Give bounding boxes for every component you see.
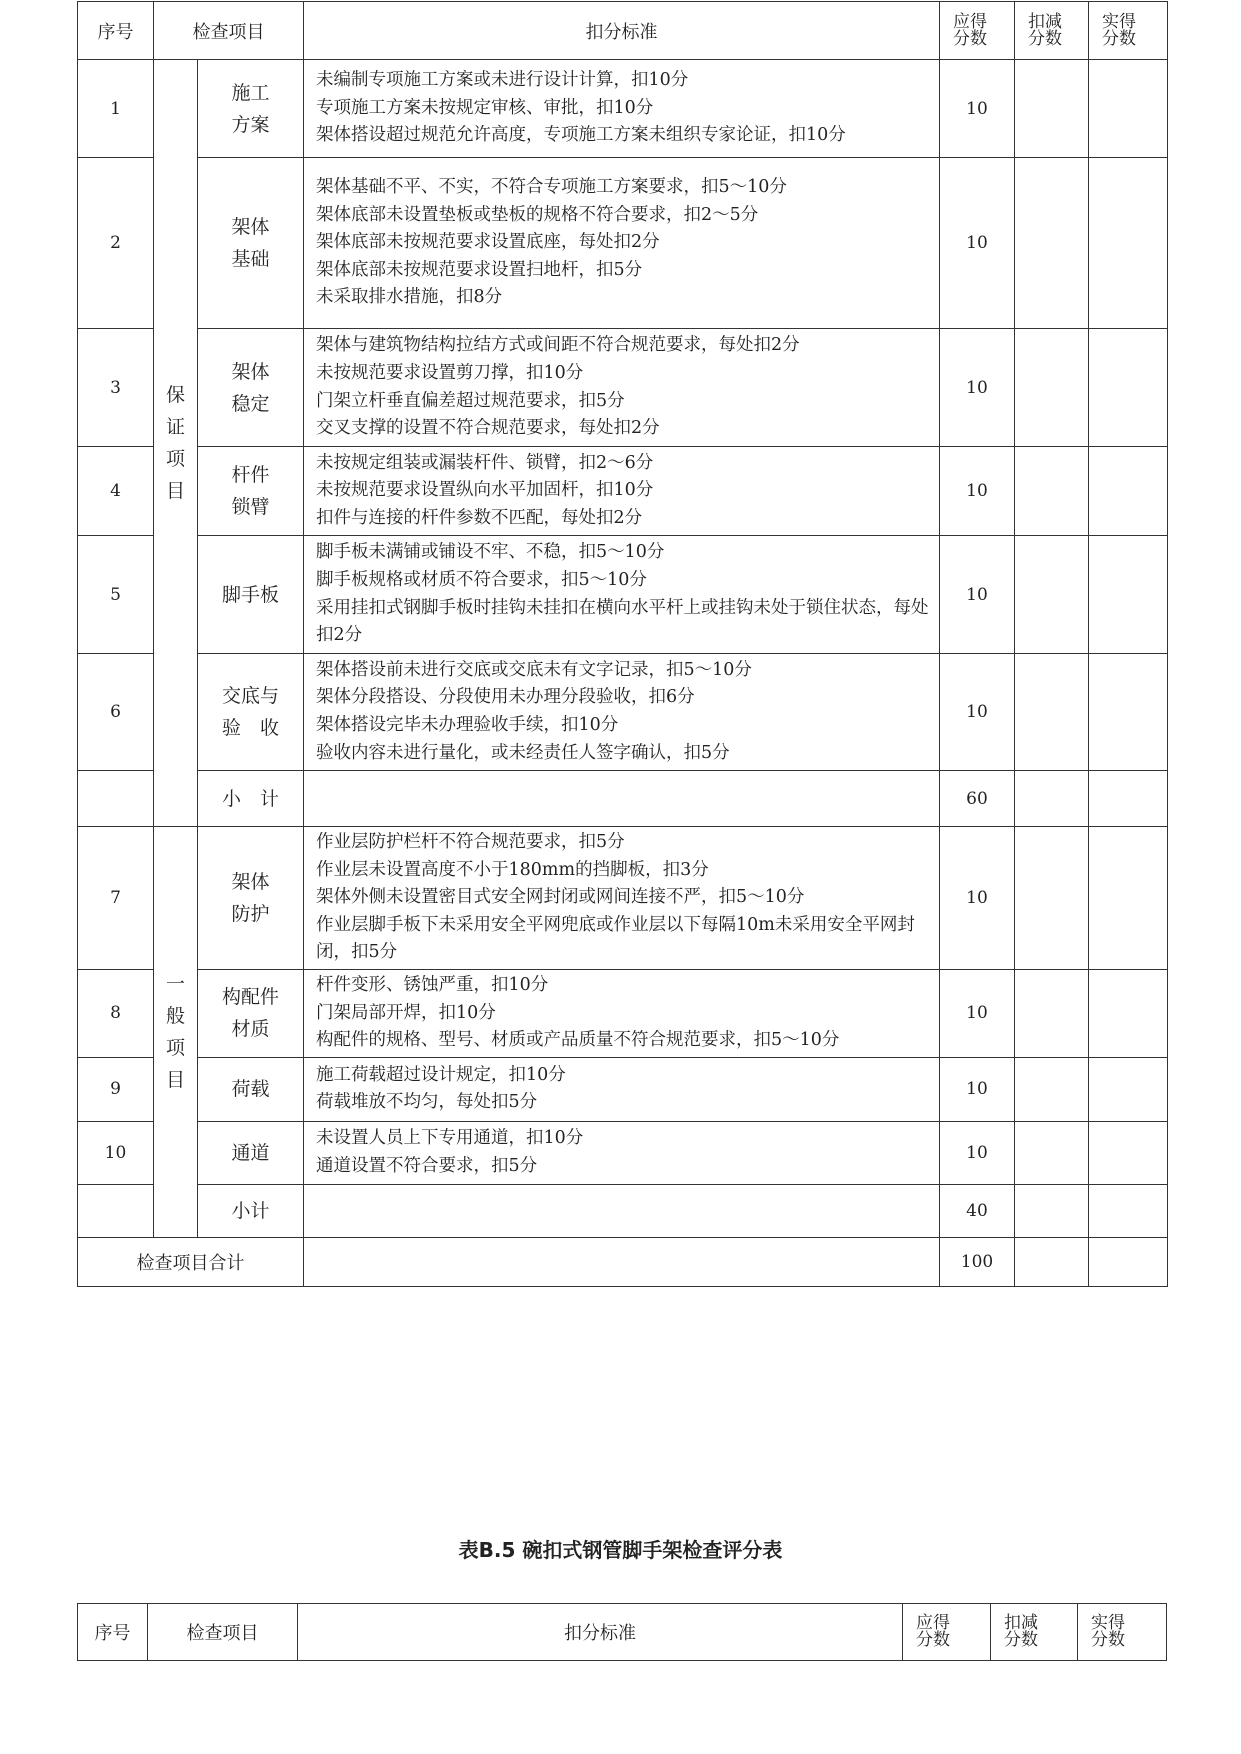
deduction-standard: 作业层防护栏杆不符合规范要求，扣5分 作业层未设置高度不小于180mm的挡脚板，扣3分 架体外侧未设置密目式安全网封闭或网间连接不严，扣5～10分 作业层脚手板下未采用安全平网兜底或作业层以下每隔10m未采用安全平网封闭，扣5分 (304, 827, 940, 970)
header-due-score: 应得 分数 (903, 1604, 991, 1661)
due-score: 10 (940, 1057, 1015, 1121)
item-name: 施工 方案 (198, 60, 304, 158)
deduction-standard: 未编制专项施工方案或未进行设计计算，扣10分 专项施工方案未按规定审核、审批，扣10分 架体搭设超过规范允许高度，专项施工方案未组织专家论证，扣10分 (304, 60, 940, 158)
category-guarantee: 保 证 项 目 (154, 60, 198, 827)
subtotal-row (78, 771, 1168, 827)
actual-score-cell[interactable] (1089, 1184, 1168, 1237)
header-deduct-score: 扣减 分数 (1015, 2, 1089, 60)
actual-score-cell[interactable] (1089, 60, 1168, 158)
total-row (78, 1237, 1168, 1286)
header-standard: 扣分标准 (304, 2, 940, 60)
actual-score-cell[interactable] (1089, 827, 1168, 970)
deduct-score-cell[interactable] (1015, 158, 1089, 329)
due-score: 10 (940, 447, 1015, 536)
actual-score-cell[interactable] (1089, 771, 1168, 827)
deduct-score-cell[interactable] (1015, 771, 1089, 827)
header-item: 检查项目 (154, 2, 304, 60)
deduction-standard: 施工荷载超过设计规定，扣10分 荷载堆放不均匀，每处扣5分 (304, 1057, 940, 1121)
due-score: 10 (940, 1121, 1015, 1184)
item-name: 通道 (198, 1121, 304, 1184)
header-due-score: 应得 分数 (940, 2, 1015, 60)
deduct-score-cell[interactable] (1015, 1057, 1089, 1121)
actual-score-cell[interactable] (1089, 1121, 1168, 1184)
deduction-standard: 架体搭设前未进行交底或交底未有文字记录，扣5～10分 架体分段搭设、分段使用未办理分段验收，扣6分 架体搭设完毕未办理验收手续，扣10分 验收内容未进行量化，或未经责任人签字确认，扣5分 (304, 654, 940, 771)
subtotal-label: 小计 (198, 1184, 304, 1237)
item-name: 架体 基础 (198, 158, 304, 329)
row-no: 9 (78, 1057, 154, 1121)
row-no: 3 (78, 329, 154, 447)
deduct-score-cell[interactable] (1015, 536, 1089, 654)
item-name: 脚手板 (198, 536, 304, 654)
subtotal-label: 小 计 (198, 771, 304, 827)
row-no (78, 1184, 154, 1237)
header-deduct-score: 扣减 分数 (991, 1604, 1078, 1661)
deduct-score-cell[interactable] (1015, 1237, 1089, 1286)
header-actual-score: 实得 分数 (1078, 1604, 1167, 1661)
deduct-score-cell[interactable] (1015, 1121, 1089, 1184)
item-name: 架体 防护 (198, 827, 304, 970)
item-name: 荷载 (198, 1057, 304, 1121)
table-row (78, 827, 1168, 970)
due-score: 10 (940, 969, 1015, 1057)
deduction-standard: 未设置人员上下专用通道，扣10分 通道设置不符合要求，扣5分 (304, 1121, 940, 1184)
header-no: 序号 (78, 1604, 148, 1661)
table-row (78, 654, 1168, 771)
scoring-table (77, 1, 1168, 1287)
table-row (78, 536, 1168, 654)
deduct-score-cell[interactable] (1015, 1184, 1089, 1237)
table-header-row (78, 1604, 1167, 1661)
deduction-standard: 架体与建筑物结构拉结方式或间距不符合规范要求，每处扣2分 未按规范要求设置剪刀撑，扣10分 门架立杆垂直偏差超过规范要求，扣5分 交叉支撑的设置不符合规范要求，每处扣2分 (304, 329, 940, 447)
table-row (78, 329, 1168, 447)
row-no: 8 (78, 969, 154, 1057)
actual-score-cell[interactable] (1089, 654, 1168, 771)
deduction-standard: 未按规定组装或漏装杆件、锁臂，扣2～6分 未按规范要求设置纵向水平加固杆，扣10分 扣件与连接的杆件参数不匹配，每处扣2分 (304, 447, 940, 536)
row-no: 7 (78, 827, 154, 970)
subtotal-score: 60 (940, 771, 1015, 827)
item-name: 构配件 材质 (198, 969, 304, 1057)
deduct-score-cell[interactable] (1015, 329, 1089, 447)
actual-score-cell[interactable] (1089, 158, 1168, 329)
due-score: 10 (940, 158, 1015, 329)
table-row (78, 158, 1168, 329)
table-row (78, 1121, 1168, 1184)
deduction-standard (304, 1184, 940, 1237)
actual-score-cell[interactable] (1089, 1057, 1168, 1121)
due-score: 10 (940, 329, 1015, 447)
header-item: 检查项目 (148, 1604, 298, 1661)
category-general: 一 般 项 目 (154, 827, 198, 1238)
row-no (78, 771, 154, 827)
actual-score-cell[interactable] (1089, 969, 1168, 1057)
item-name: 架体 稳定 (198, 329, 304, 447)
deduction-standard: 脚手板未满铺或铺设不牢、不稳，扣5～10分 脚手板规格或材质不符合要求，扣5～10分 采用挂扣式钢脚手板时挂钩未挂扣在横向水平杆上或挂钩未处于锁住状态，每处扣2分 (304, 536, 940, 654)
row-no: 5 (78, 536, 154, 654)
actual-score-cell[interactable] (1089, 329, 1168, 447)
due-score: 10 (940, 536, 1015, 654)
actual-score-cell[interactable] (1089, 447, 1168, 536)
table-row (78, 447, 1168, 536)
total-score: 100 (940, 1237, 1015, 1286)
deduction-standard: 架体基础不平、不实，不符合专项施工方案要求，扣5～10分 架体底部未设置垫板或垫板的规格不符合要求，扣2～5分 架体底部未按规范要求设置底座，每处扣2分 架体底部未按规范要求设置扫地杆，扣5分 未采取排水措施，扣8分 (304, 158, 940, 329)
header-actual-score: 实得 分数 (1089, 2, 1168, 60)
scoring-table-b5 (77, 1603, 1167, 1661)
actual-score-cell[interactable] (1089, 1237, 1168, 1286)
row-no: 6 (78, 654, 154, 771)
actual-score-cell[interactable] (1089, 536, 1168, 654)
table-row (78, 1057, 1168, 1121)
subtotal-row (78, 1184, 1168, 1237)
due-score: 10 (940, 60, 1015, 158)
table-title: 表B.5 碗扣式钢管脚手架检查评分表 (458, 1538, 783, 1562)
deduct-score-cell[interactable] (1015, 447, 1089, 536)
item-name: 交底与 验 收 (198, 654, 304, 771)
due-score: 10 (940, 654, 1015, 771)
row-no: 4 (78, 447, 154, 536)
table-row (78, 60, 1168, 158)
deduction-standard (304, 771, 940, 827)
deduct-score-cell[interactable] (1015, 654, 1089, 771)
deduct-score-cell[interactable] (1015, 60, 1089, 158)
deduct-score-cell[interactable] (1015, 827, 1089, 970)
deduction-standard: 杆件变形、锈蚀严重，扣10分 门架局部开焊，扣10分 构配件的规格、型号、材质或产品质量不符合规范要求，扣5～10分 (304, 969, 940, 1057)
deduction-standard (304, 1237, 940, 1286)
subtotal-score: 40 (940, 1184, 1015, 1237)
header-no: 序号 (78, 2, 154, 60)
row-no: 1 (78, 60, 154, 158)
deduct-score-cell[interactable] (1015, 969, 1089, 1057)
table-row (78, 969, 1168, 1057)
table-header-row (78, 2, 1168, 60)
row-no: 10 (78, 1121, 154, 1184)
header-standard: 扣分标准 (298, 1604, 903, 1661)
total-label: 检查项目合计 (78, 1237, 304, 1286)
item-name: 杆件 锁臂 (198, 447, 304, 536)
due-score: 10 (940, 827, 1015, 970)
row-no: 2 (78, 158, 154, 329)
